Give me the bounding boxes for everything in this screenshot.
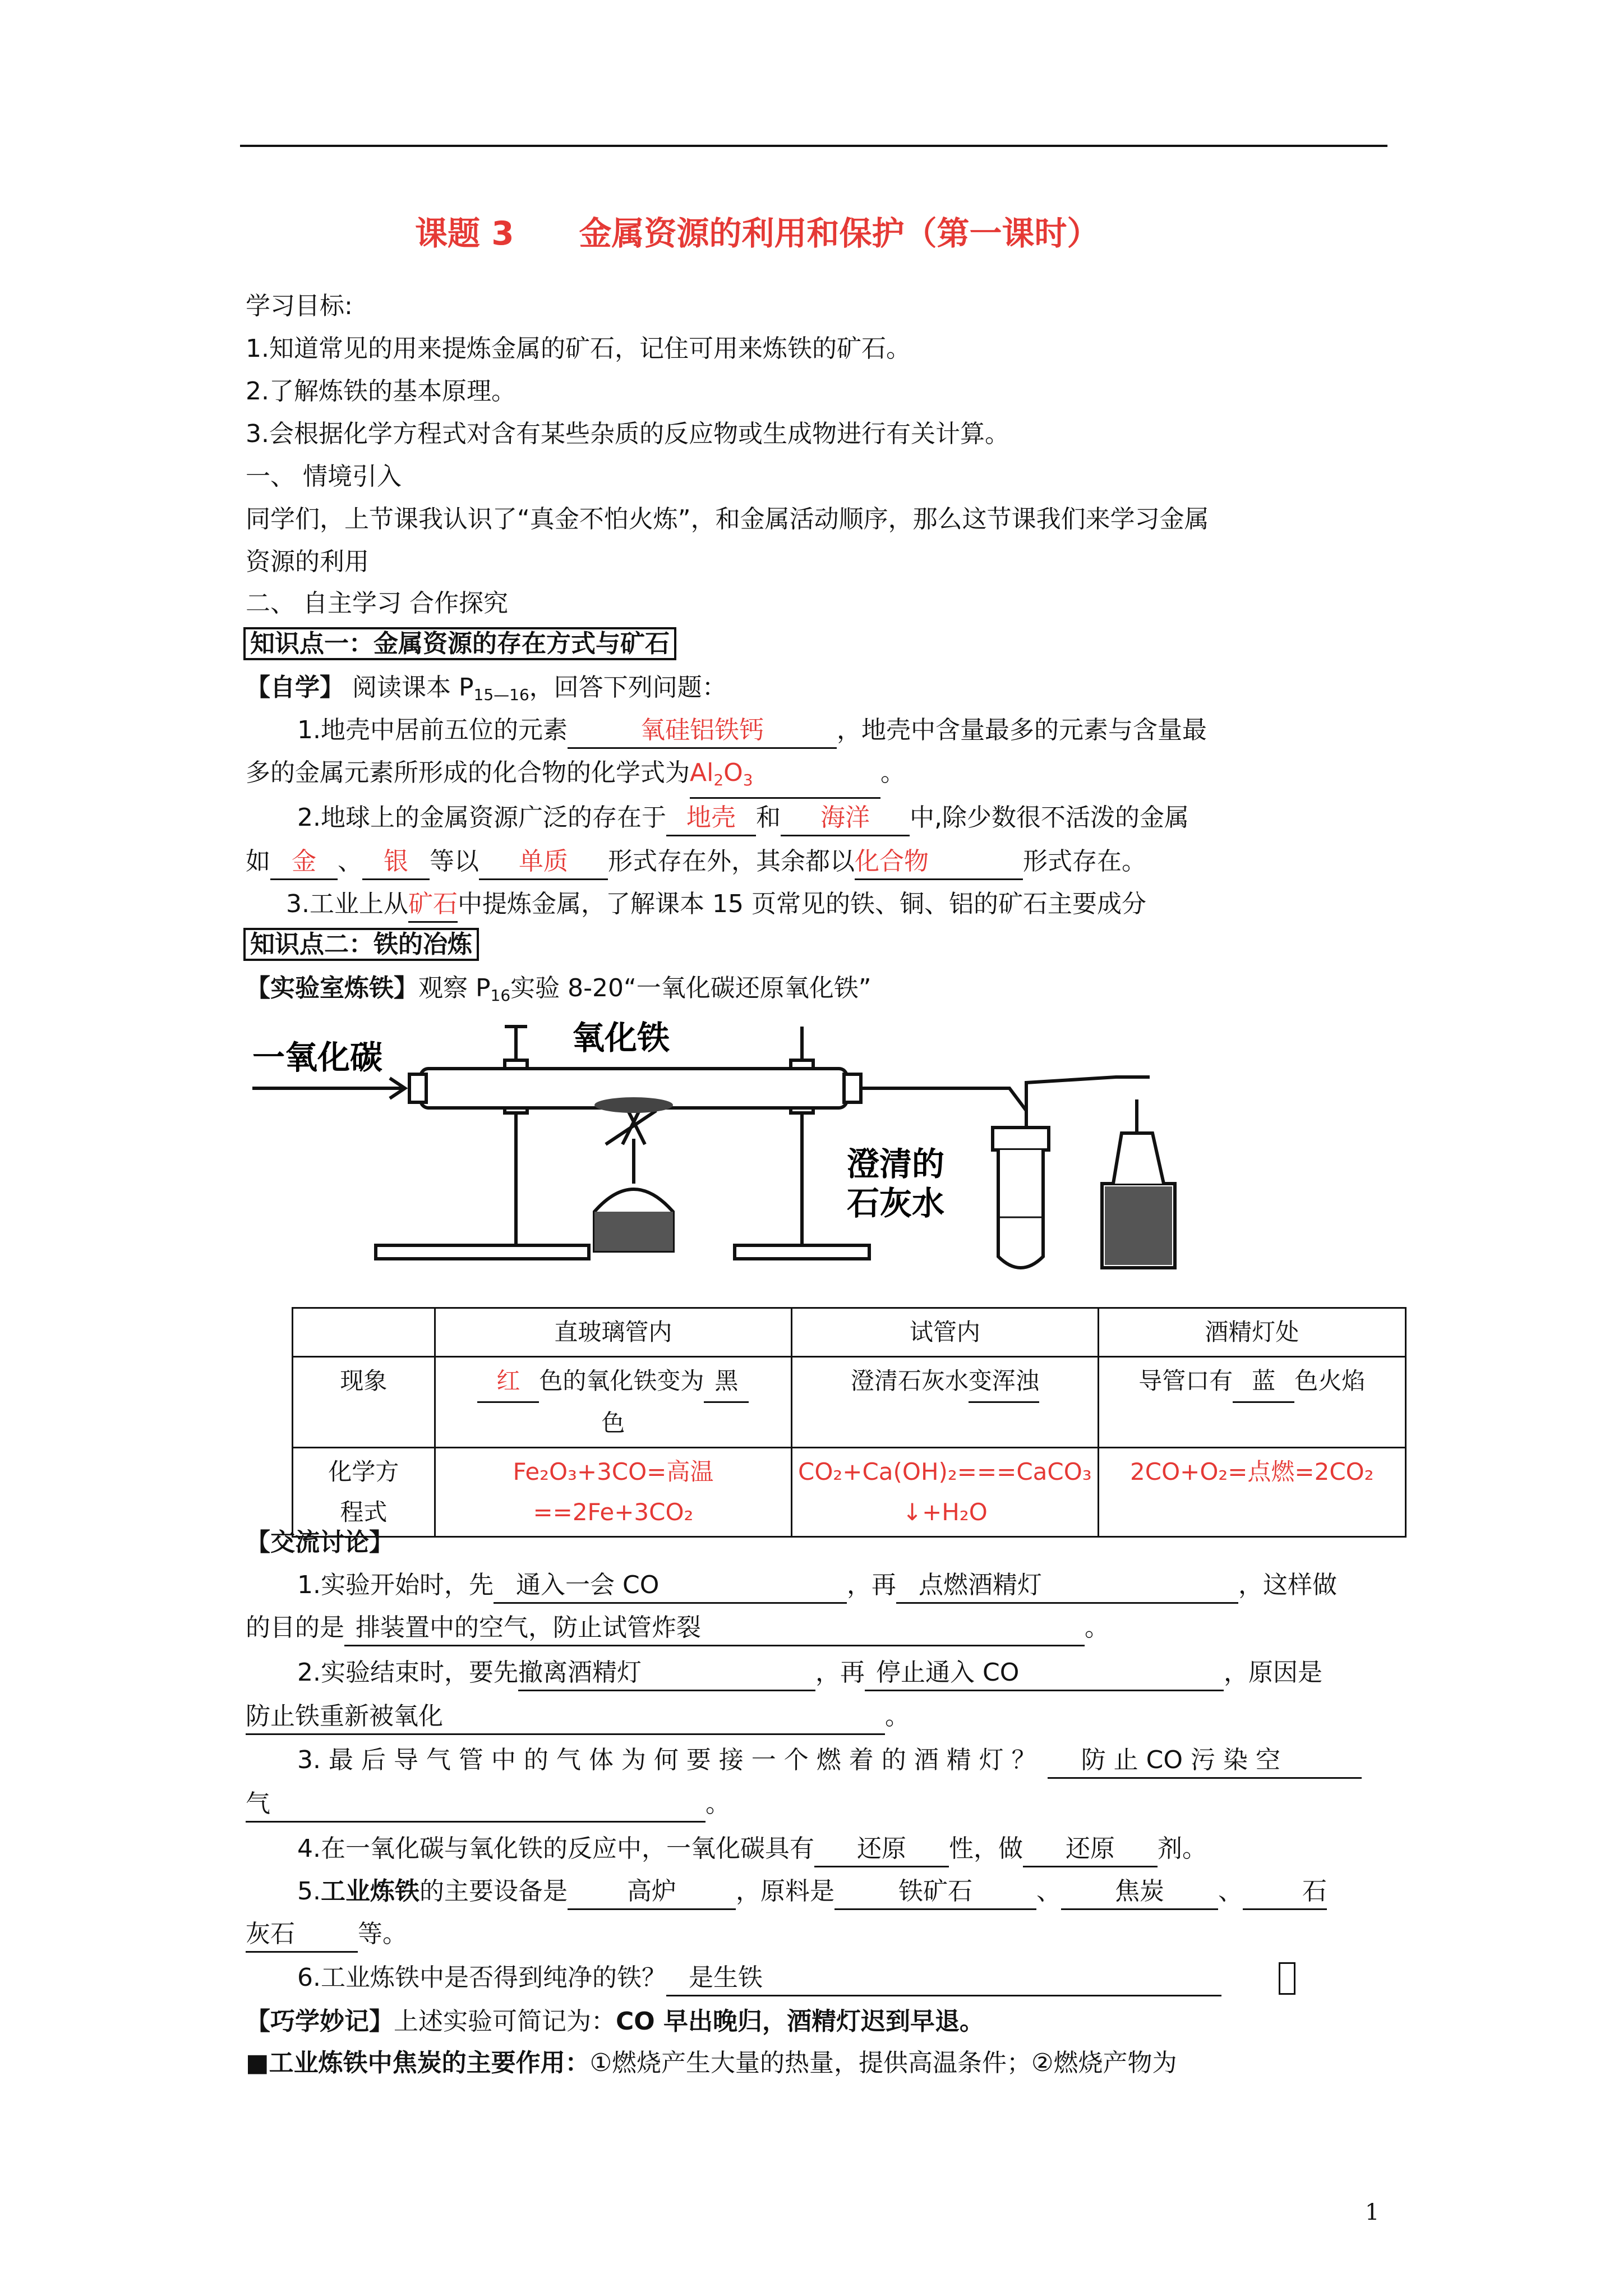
table-header-cell: 酒精灯处	[1098, 1308, 1405, 1357]
d3-answer-2: 气	[246, 1787, 706, 1823]
coke-heading: ■工业炼铁中焦炭的主要作用：	[246, 2049, 590, 2077]
tip-text: 上述实验可简记为：	[394, 2007, 616, 2036]
lab-text: 观察 P	[418, 974, 491, 1002]
self-study-tag: 【自学】	[246, 673, 344, 702]
kp1-q1-line2	[246, 756, 905, 799]
q2-answer-1: 地壳	[666, 801, 756, 836]
discussion-q4-line	[297, 1832, 1207, 1867]
lab-tail: 实验 8-20“一氧化碳还原氧化铁”	[510, 974, 872, 1002]
kp1-box: 知识点一：金属资源的存在方式与矿石	[243, 627, 676, 660]
d6-answer: 是生铁	[666, 1961, 1221, 1996]
label-limewater-1: 澄清的	[847, 1145, 945, 1183]
d5-answer-3: 焦炭	[1061, 1875, 1218, 1910]
q2-answer-3: 金	[270, 845, 338, 880]
q2-text-a: 2.地球上的金属资源广泛的存在于	[297, 803, 666, 832]
q2-answer-2: 海洋	[781, 801, 910, 836]
text: 化学方	[328, 1458, 399, 1485]
d2-answer-1: 撤离酒精灯	[518, 1656, 815, 1691]
text: 色的氧化铁变为	[539, 1367, 704, 1395]
text: 澄清石灰水	[850, 1367, 969, 1395]
lab-page: 16	[490, 986, 511, 1005]
equation-limewater	[792, 1448, 1099, 1537]
row-label: 现象	[293, 1357, 435, 1448]
objectives-heading: 学习目标:	[246, 292, 353, 320]
text: 色	[601, 1409, 625, 1437]
kp1-q3-line	[286, 887, 1146, 923]
d3-answer-1: 防 止 CO 污 染 空	[1048, 1743, 1362, 1779]
objective-2: 2.了解炼铁的基本原理。	[246, 377, 516, 406]
text: 3. 最 后 导 气 管 中 的 气 体 为 何 要 接 一 个 燃 着 的 酒 精 灯 ？	[297, 1746, 1036, 1774]
kp1-q2-line2	[246, 845, 1146, 880]
q3-text-b: 中提炼金属，了解课本 15 页常见的铁、铜、铝的矿石主要成分	[457, 890, 1146, 918]
objective-1: 1.知道常见的用来提炼金属的矿石，记住可用来炼铁的矿石。	[246, 334, 911, 363]
text: 色火焰	[1294, 1367, 1366, 1395]
table-header-cell: 试管内	[792, 1308, 1099, 1357]
discussion-q2-line1	[297, 1656, 1322, 1691]
header-rule	[240, 145, 1387, 147]
text: ，原料是	[735, 1877, 834, 1906]
q2-answer-4: 银	[362, 845, 430, 880]
text: 导管口有	[1138, 1367, 1233, 1395]
text: 、	[1036, 1877, 1061, 1906]
discussion-q1-line2	[246, 1611, 1109, 1646]
d4-answer-1: 还原	[814, 1832, 949, 1867]
text: 性，做	[948, 1834, 1023, 1863]
d1-answer-3: 排装置中的空气，防止试管炸裂	[344, 1611, 1085, 1646]
kp2-heading-line	[243, 928, 479, 961]
q3-answer: 矿石	[408, 887, 458, 923]
q1-text-b: ，地壳中含量最多的元素与含量最	[836, 716, 1207, 744]
q2-text-d: 如	[246, 847, 270, 876]
kp1-q1-line1	[297, 714, 1207, 749]
text: ，这样做	[1238, 1571, 1337, 1599]
text: 。	[1085, 1613, 1109, 1642]
page-number: 1	[1365, 2200, 1380, 2225]
self-study-tail: ，回答下列问题：	[529, 673, 727, 702]
equation-combustion: 2CO+O₂=点燃=2CO₂	[1098, 1448, 1405, 1537]
text: 剂。	[1157, 1834, 1207, 1863]
text: ↓+H₂O	[902, 1498, 988, 1526]
table-header-row	[293, 1308, 1406, 1357]
tip-line	[246, 2005, 984, 2039]
experiment-results-table	[292, 1307, 1407, 1538]
d5-answer-2: 铁矿石	[834, 1875, 1036, 1910]
text: 程式	[340, 1498, 388, 1526]
text: 的目的是	[246, 1613, 344, 1642]
d1-answer-1: 通入一会 CO	[494, 1568, 847, 1604]
discussion-q2-line2	[246, 1700, 910, 1735]
table-header-cell: 直玻璃管内	[435, 1308, 791, 1357]
coke-role-line	[246, 2046, 1177, 2080]
d1-answer-2: 点燃酒精灯	[896, 1568, 1238, 1604]
text: 的主要设备是	[419, 1877, 568, 1906]
discussion-tag: 【交流讨论】	[246, 1528, 394, 1557]
text: 工业炼铁	[320, 1877, 419, 1906]
answer-turbid: 变浑浊	[969, 1361, 1039, 1403]
label-ferric-oxide: 氧化铁	[572, 1019, 670, 1057]
text: ，再	[846, 1571, 896, 1599]
q2-text-e: 、	[338, 847, 362, 876]
q1-text-d: 。	[880, 758, 905, 787]
discussion-q1-line1	[297, 1568, 1337, 1604]
q2-answer-5: 单质	[479, 845, 608, 880]
q2-answer-6: 化合物	[855, 845, 1023, 880]
q1-answer-elements: 氧硅铝铁钙	[568, 714, 837, 749]
lamp-phenomenon-cell	[1098, 1357, 1405, 1448]
q2-text-c: 中,除少数很不活泼的金属	[909, 803, 1189, 832]
self-study-pages: 15—16	[473, 685, 529, 704]
table-row-phenomena	[293, 1357, 1406, 1448]
label-limewater-2: 石灰水	[847, 1184, 945, 1222]
d5-answer-4b: 灰石	[246, 1917, 358, 1953]
text: 。	[885, 1702, 910, 1731]
answer-black: 黑	[704, 1361, 749, 1403]
coke-text: ①燃烧产生大量的热量，提供高温条件；②燃烧产物为	[589, 2049, 1177, 2077]
page-title: 课题 3 金属资源的利用和保护（第一课时）	[415, 214, 1100, 252]
d2-answer-2: 停止通入 CO	[865, 1656, 1224, 1691]
text: CO₂+Ca(OH)₂===CaCO₃	[798, 1458, 1092, 1485]
q2-text-b: 和	[755, 803, 781, 832]
text: ，原因是	[1223, 1658, 1322, 1687]
table-header-cell	[293, 1308, 435, 1357]
q3-text-a: 3.工业上从	[286, 890, 408, 918]
q2-text-g: 形式存在外，其余都以	[608, 847, 855, 876]
kp1-self-study	[246, 671, 727, 712]
kp1-q2-line1	[297, 801, 1189, 836]
discussion-q3-line1	[297, 1743, 1362, 1779]
iron-smelting-apparatus-figure	[241, 1015, 1206, 1296]
text: 4.在一氧化碳与氧化铁的反应中，一氧化碳具有	[297, 1834, 814, 1863]
answer-blue: 蓝	[1233, 1361, 1294, 1403]
kp2-lab-line	[246, 972, 872, 1013]
q2-text-f: 等以	[430, 847, 479, 876]
d5-answer-1: 高炉	[568, 1875, 736, 1910]
kp2-box: 知识点二：铁的冶炼	[243, 928, 479, 961]
discussion-q3-line2	[246, 1787, 730, 1823]
equation-reduction: Fe₂O₃+3CO=高温==2Fe+3CO₂	[435, 1448, 791, 1537]
answer-red: 红	[477, 1361, 539, 1403]
text: 等。	[358, 1920, 407, 1948]
tube-phenomenon-cell	[435, 1357, 791, 1448]
q1-text-c: 多的金属元素所形成的化合物的化学式为	[246, 758, 690, 787]
text: 2.实验结束时，要先	[297, 1658, 518, 1687]
q1-answer-formula: $Al_2O_3$	[690, 756, 880, 799]
self-study-text: 阅读课本 P	[344, 673, 474, 702]
d4-answer-2: 还原	[1023, 1832, 1158, 1867]
testtube-phenomenon-cell	[792, 1357, 1099, 1448]
answer-box-icon	[1279, 1962, 1295, 1995]
section2-heading: 二、 自主学习 合作探究	[246, 589, 508, 618]
section1-heading: 一、 情境引入	[246, 462, 402, 491]
text: 。	[706, 1789, 730, 1818]
discussion-q5-line2	[246, 1917, 407, 1953]
text: 、	[1218, 1877, 1243, 1906]
q1-text-a: 1.地壳中居前五位的元素	[297, 716, 568, 744]
table-row-equations	[293, 1448, 1406, 1537]
text: ，再	[815, 1658, 865, 1687]
d5-answer-4a: 石	[1243, 1875, 1327, 1910]
lab-tag: 【实验室炼铁】	[246, 974, 418, 1002]
text: 1.实验开始时，先	[297, 1571, 494, 1599]
q2-text-h: 形式存在。	[1023, 847, 1146, 876]
label-carbon-monoxide: 一氧化碳	[252, 1038, 383, 1076]
tip-bold: CO 早出晚归，酒精灯迟到早退。	[616, 2007, 985, 2036]
text: 6.工业炼铁中是否得到纯净的铁？	[297, 1963, 666, 1992]
kp1-heading-line	[243, 627, 676, 661]
d2-answer-3: 防止铁重新被氧化	[246, 1700, 885, 1735]
section1-line2: 资源的利用	[246, 547, 369, 576]
discussion-q5-line1	[297, 1875, 1327, 1910]
objective-3: 3.会根据化学方程式对含有某些杂质的反应物或生成物进行有关计算。	[246, 420, 1009, 448]
text: 5.	[297, 1877, 321, 1906]
discussion-q6-line	[297, 1961, 1221, 1996]
section1-line1: 同学们，上节课我认识了“真金不怕火炼”，和金属活动顺序，那么这节课我们来学习金属	[246, 505, 1209, 533]
row-label	[293, 1448, 435, 1537]
tip-tag: 【巧学妙记】	[246, 2007, 394, 2036]
